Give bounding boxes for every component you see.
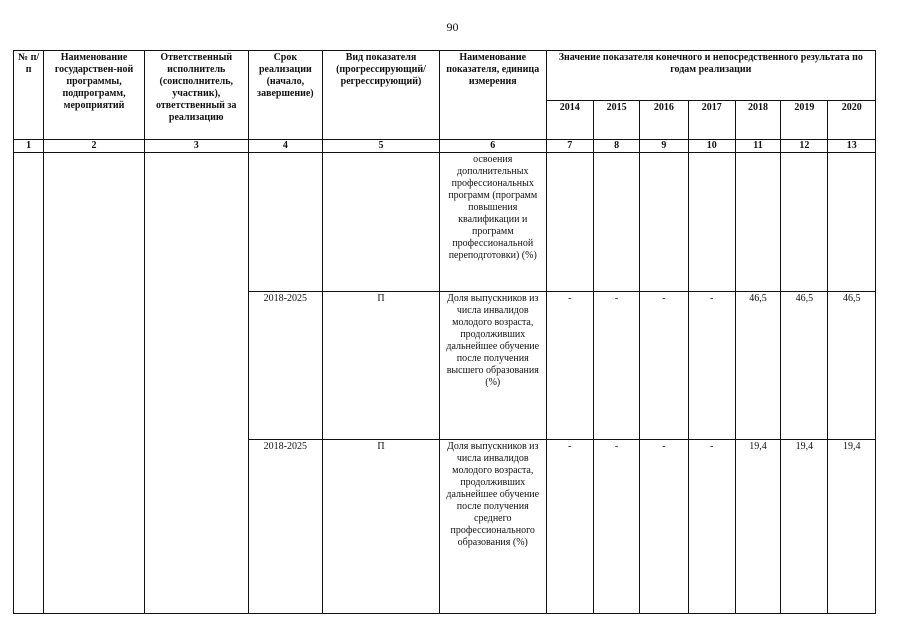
header-values-group: Значение показателя конечного и непосредственного результата по годам реализации: [546, 51, 875, 101]
column-number: 8: [593, 140, 639, 153]
header-indicator-type: Вид показателя (прогрессирующий/ регрессирующий): [323, 51, 440, 140]
period-cell: [248, 153, 323, 292]
column-number: 3: [144, 140, 248, 153]
indicator-type-cell: [323, 153, 440, 292]
value-cell: 46,5: [828, 292, 876, 440]
indicators-table: [13, 50, 876, 614]
header-year: 2019: [781, 101, 828, 140]
column-number: 10: [688, 140, 735, 153]
column-number: 9: [640, 140, 688, 153]
value-cell: -: [593, 440, 639, 614]
value-cell: -: [640, 292, 688, 440]
header-row: [14, 51, 876, 101]
value-cell: 19,4: [781, 440, 828, 614]
header-year: 2018: [735, 101, 780, 140]
header-program-name: Наименование государствен-ной программы, подпрограмм, мероприятий: [44, 51, 145, 140]
value-cell: [781, 153, 828, 292]
value-cell: 46,5: [735, 292, 780, 440]
column-number: 1: [14, 140, 44, 153]
header-number: № п/п: [14, 51, 44, 140]
indicator-name-cell: освоения дополнительных профессиональных программ (программ повышения квалификации и программ профессиональной переподготовки) (%): [439, 153, 546, 292]
value-cell: [688, 153, 735, 292]
value-cell: -: [640, 440, 688, 614]
column-numbers-row: [14, 140, 876, 153]
value-cell: -: [546, 292, 593, 440]
header-indicator-name: Наименование показателя, единица измерения: [439, 51, 546, 140]
indicator-type-cell: П: [323, 440, 440, 614]
value-cell: -: [593, 292, 639, 440]
indicator-type-cell: П: [323, 292, 440, 440]
header-period: Срок реализации (начало, завершение): [248, 51, 323, 140]
header-year: 2020: [828, 101, 876, 140]
period-cell: 2018-2025: [248, 292, 323, 440]
column-number: 11: [735, 140, 780, 153]
indicator-name-cell: Доля выпускников из числа инвалидов молодого возраста, продолживших дальнейшее обучение после получения среднего профессионального образования (%): [439, 440, 546, 614]
column-number: 6: [439, 140, 546, 153]
page-number: 90: [446, 20, 459, 34]
value-cell: -: [688, 292, 735, 440]
indicator-name-cell: Доля выпускников из числа инвалидов молодого возраста, продолживших дальнейшее обучение после получения высшего образования (%): [439, 292, 546, 440]
header-year: 2015: [593, 101, 639, 140]
value-cell: -: [546, 440, 593, 614]
column-number: 5: [323, 140, 440, 153]
column-number: 4: [248, 140, 323, 153]
row-number-cell: [14, 153, 44, 614]
period-cell: 2018-2025: [248, 440, 323, 614]
value-cell: 46,5: [781, 292, 828, 440]
value-cell: 19,4: [828, 440, 876, 614]
program-name-cell: [44, 153, 145, 614]
value-cell: [735, 153, 780, 292]
responsible-cell: [144, 153, 248, 614]
column-number: 2: [44, 140, 145, 153]
table-row: [14, 153, 876, 292]
header-year: 2016: [640, 101, 688, 140]
value-cell: [546, 153, 593, 292]
value-cell: -: [688, 440, 735, 614]
column-number: 13: [828, 140, 876, 153]
value-cell: [828, 153, 876, 292]
header-year: 2017: [688, 101, 735, 140]
header-responsible: Ответственный исполнитель (соисполнитель, участник), ответственный за реализацию: [144, 51, 248, 140]
column-number: 7: [546, 140, 593, 153]
value-cell: 19,4: [735, 440, 780, 614]
header-year: 2014: [546, 101, 593, 140]
value-cell: [640, 153, 688, 292]
value-cell: [593, 153, 639, 292]
column-number: 12: [781, 140, 828, 153]
